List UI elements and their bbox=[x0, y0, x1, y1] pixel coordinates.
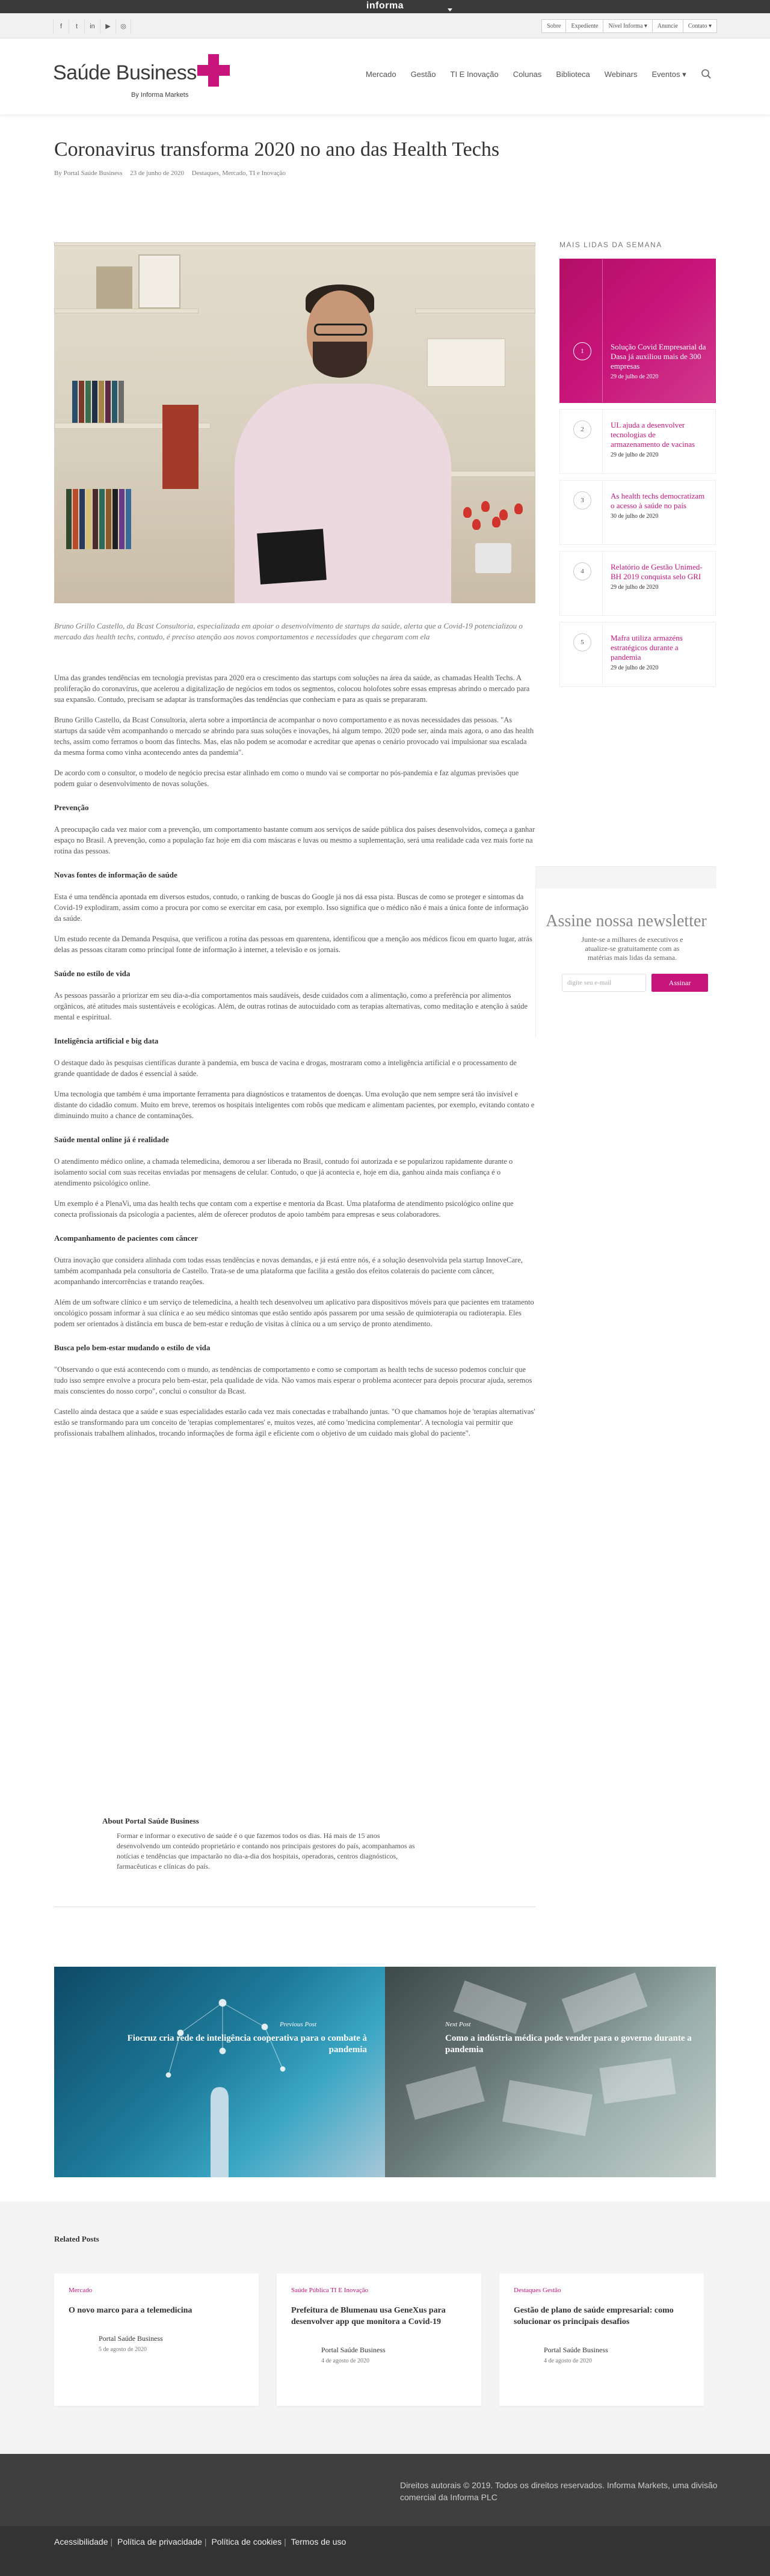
rank-badge: 3 bbox=[573, 491, 591, 509]
sub-footer bbox=[0, 2526, 770, 2576]
logo-subtitle: By Informa Markets bbox=[131, 91, 189, 99]
related-post-category[interactable]: Mercado bbox=[69, 2287, 93, 2294]
most-read-item[interactable] bbox=[559, 480, 716, 545]
paragraph: Castello ainda destaca que a saúde e suas especialidades estarão cada vez mais conectadas e trabalhando juntas. "O que chamamos hoje de 'terapias alternativas' estão se transformando para um conceito de 'terapias complementares' e, muitos vezes, até como 'medicina complementar'. A tecnologia vai permitir que profissionais trabalhem alinhados, trocando informações de forma ágil e eficiente com o objetivo de um cuidado mais global do paciente". bbox=[54, 1407, 535, 1437]
held-book bbox=[257, 529, 327, 584]
paragraph: Além de um software clínico e um serviço de telemedicina, a health tech desenvolveu um aplicativo para dispositivos móveis para que pacientes em tratamento oncológico possam informar à sua clínica e ao seu médico sintomas que estão sentido após passarem por uma sessão de quimioterapia ou radioterapia. Eles podem ser orientados à distância em busca de bem-estar e redução de visitas à clínica ou a um serviço de pronto atendimento. bbox=[54, 1298, 534, 1328]
most-read-date: 29 de julho de 2020 bbox=[611, 584, 659, 591]
most-read-date: 29 de julho de 2020 bbox=[611, 665, 659, 671]
article-body bbox=[54, 672, 535, 1448]
linkedin-icon[interactable]: in bbox=[84, 19, 100, 34]
newsletter-title: Assine nossa newsletter bbox=[546, 912, 707, 930]
most-read-date: 30 de julho de 2020 bbox=[611, 513, 659, 520]
divider bbox=[602, 481, 603, 544]
rank-badge: 5 bbox=[573, 633, 591, 651]
util-link-sobre[interactable]: Sobre bbox=[541, 19, 566, 33]
related-post-title[interactable]: Prefeitura de Blumenau usa GeneXus para desenvolver app que monitora a Covid-19 bbox=[291, 2306, 446, 2326]
instagram-icon[interactable]: ◎ bbox=[116, 19, 131, 34]
nav-biblioteca[interactable]: Biblioteca bbox=[556, 70, 590, 79]
photo-frame bbox=[96, 266, 132, 309]
section-heading: Acompanhamento de pacientes com câncer bbox=[54, 1234, 199, 1243]
related-post-card[interactable] bbox=[54, 2273, 259, 2406]
photo-frame bbox=[427, 339, 505, 387]
section-heading: Inteligência artificial e big data bbox=[54, 1036, 159, 1045]
photo-frame bbox=[138, 254, 180, 309]
most-read-date: 29 de julho de 2020 bbox=[611, 373, 659, 380]
related-post-author[interactable]: Portal Saúde Business bbox=[544, 2346, 608, 2354]
related-post-date: 5 de agosto de 2020 bbox=[99, 2346, 147, 2353]
book-box bbox=[162, 405, 199, 489]
newsletter-email-input[interactable]: digite seu e-mail bbox=[562, 974, 646, 992]
paragraph: Um estudo recente da Demanda Pesquisa, que verificou a rotina das pessoas em quarentena, identificou que a menção aos médicos ficou em quarto lugar, atrás delas as pessoas citaram como principal fonte de informação à internet, a televisão e os jornais. bbox=[54, 935, 532, 954]
newsletter-description: Junte-se a milhares de executivos e atualize-se gratuitamente com as matérias mais lidas da semana. bbox=[581, 935, 683, 962]
related-post-category[interactable]: Saúde Pública TI E Inovação bbox=[291, 2287, 369, 2294]
newsletter-subscribe-button[interactable]: Assinar bbox=[651, 974, 708, 992]
books bbox=[66, 489, 132, 549]
main-nav bbox=[366, 70, 701, 79]
author-description: Formar e informar o executivo de saúde é o que fazemos todos os dias. Há mais de 15 anos desenvolvendo um conteúdo proprietário e contando nos principais gestores do país, acompanhamos as notícias e tendências que impactarão no dia-a-dia dos hospitais, operadoras, centros diagnósticos, farmacêuticas e clínicas do país. bbox=[117, 1831, 415, 1871]
twitter-icon[interactable]: t bbox=[69, 19, 84, 34]
util-link-anuncie[interactable]: Anuncie bbox=[652, 19, 683, 33]
paragraph: As pessoas passarão a priorizar em seu dia-a-dia comportamentos mais saudáveis, desde cuidados com a alimentação, como a preferência por alimentos orgânicos, até atitudes mais sustentáveis e ecológicas. Além, de outras rotinas de autocuidado com as terapias alternativas, como meditação e atenção à saúde mental e espiritual. bbox=[54, 991, 528, 1021]
most-read-title[interactable]: Solução Covid Empresarial da Dasa já auxiliou mais de 300 empresas bbox=[611, 342, 706, 370]
related-post-title[interactable]: Gestão de plano de saúde empresarial: como solucionar os principais desafios bbox=[514, 2306, 674, 2326]
related-posts bbox=[0, 2201, 770, 2454]
next-post-label: Next Post bbox=[445, 2021, 471, 2028]
person-beard bbox=[313, 342, 367, 378]
divider bbox=[602, 259, 603, 402]
rank-badge: 2 bbox=[573, 420, 591, 438]
paragraph: Esta é uma tendência apontada em diversos estudos, contudo, o ranking de buscas do Google já nos dá essa pista. Buscas de como se proteger e sintomas da Covid-19 explodiram, assim como a procura por como se exercitar em casa, por exemplo. Isso significa que o médico não é mais a única fonte de informação da saúde. bbox=[54, 893, 529, 923]
nav-mercado[interactable]: Mercado bbox=[366, 70, 396, 79]
paragraph: Um exemplo é a PlenaVi, uma das health techs que contam com a expertise e mentoria da Bcast. Uma plataforma de atendimento psicológico online que conecta profissionais da psicologia a pacientes, além de oferecer produtos de apoio também para empresas e seus colaboradores. bbox=[54, 1199, 514, 1219]
separator: | bbox=[284, 2537, 286, 2547]
util-link-nivel-informa[interactable]: Nível Informa ▾ bbox=[603, 19, 652, 33]
next-post-title[interactable]: Como a indústria médica pode vender para o governo durante a pandemia bbox=[445, 2033, 692, 2055]
related-post-card[interactable] bbox=[277, 2273, 481, 2406]
paragraph: O destaque dado às pesquisas científicas durante à pandemia, em busca de vacina e drogas, mostraram como a inteligência artificial e o processamento de grande quantidade de dados é essencial à saúde. bbox=[54, 1059, 517, 1078]
author-box bbox=[102, 1816, 415, 1872]
article-categories[interactable]: Destaques, Mercado, TI e Inovação bbox=[191, 170, 286, 177]
section-heading: Prevenção bbox=[54, 803, 89, 812]
section-heading: Saúde no estilo de vida bbox=[54, 969, 131, 978]
related-post-card[interactable] bbox=[499, 2273, 704, 2406]
divider bbox=[602, 552, 603, 615]
section-heading: Novas fontes de informação de saúde bbox=[54, 870, 177, 879]
footer-links bbox=[54, 2537, 348, 2547]
next-post-card[interactable] bbox=[385, 1967, 716, 2177]
most-read-item[interactable] bbox=[559, 409, 716, 474]
nav-ti-inovacao[interactable]: TI E Inovação bbox=[450, 70, 499, 79]
most-read-item[interactable] bbox=[559, 551, 716, 616]
shelf bbox=[54, 309, 199, 313]
informa-bar bbox=[0, 0, 770, 13]
paragraph: Uma tecnologia que também é uma importante ferramenta para diagnósticos e tratamentos de doenças. Uma evolução que nem sempre será tão invisível e distante do cidadão comum. Muito em breve, teremos os hospitais inteligentes com robôs que medicam e alimentam pacientes, por exemplo, evitando contato e diminuindo muito a chance de contaminações. bbox=[54, 1090, 535, 1120]
chevron-down-icon[interactable] bbox=[448, 8, 452, 11]
most-read-title[interactable]: Mafra utiliza armazéns estratégicos durante a pandemia bbox=[611, 633, 683, 662]
util-link-expediente[interactable]: Expediente bbox=[565, 19, 603, 33]
most-read-title[interactable]: Relatório de Gestão Unimed-BH 2019 conquista selo GRI bbox=[611, 562, 703, 581]
shelf bbox=[54, 242, 535, 246]
search-icon[interactable] bbox=[701, 69, 712, 79]
article-author[interactable]: By Portal Saúde Business bbox=[54, 170, 123, 177]
previous-post-title[interactable]: Fiocruz cria rede de inteligência cooperativa para o combate à pandemia bbox=[127, 2033, 367, 2055]
paragraph: De acordo com o consultor, o modelo de negócio precisa estar alinhado em como o mundo vai se comportar no pós-pandemia e faz algumas previsões que podem guiar o desenvolvimento de novas soluções. bbox=[54, 769, 519, 788]
nav-colunas[interactable]: Colunas bbox=[513, 70, 542, 79]
paragraph: Uma das grandes tendências em tecnologia previstas para 2020 era o crescimento das startups com soluções na área da saúde, as chamadas Health Techs. A proliferação do coronavírus, que acelerou a digitalização de negócios em todos os segmentos, colocou holofotes sobre essas empresas abrindo o mercado para sua expansão. Contudo, precisam se adaptar às transformações das tendências que conheciam e para as quais se prepararam. bbox=[54, 674, 530, 704]
related-posts-list bbox=[54, 2273, 704, 2406]
utility-links bbox=[542, 19, 717, 33]
utility-bar bbox=[0, 13, 770, 38]
newsletter-header-strip bbox=[536, 867, 716, 888]
article-date: 23 de junho de 2020 bbox=[130, 170, 184, 177]
paragraph: Bruno Grillo Castello, da Bcast Consultoria, alerta sobre a importância de acompanhar o novo comportamento e as novas necessidades das pessoas. "As startups da saúde vêm acompanhando o mercado se abrindo para suas soluções e inovações, há algum tempo. 2020 pode ser, ainda mais agora, o ano das health techs, assim como ferramos o boom das fintechs. Mas, elas não podem se acomodar e acreditar que apenas o cenário provocado vai impulsionar sua escalada da mesma forma como vinha acontecendo antes da pandemia". bbox=[54, 716, 534, 757]
previous-post-card[interactable] bbox=[54, 1967, 385, 2177]
rank-badge: 1 bbox=[573, 342, 591, 360]
informa-brand[interactable]: informa bbox=[366, 1, 404, 11]
footer-link-acessibilidade[interactable]: Acessibilidade bbox=[54, 2537, 108, 2547]
footer-link-privacidade[interactable]: Política de privacidade bbox=[117, 2537, 202, 2547]
newsletter-widget bbox=[535, 866, 716, 1037]
paragraph: "Observando o que está acontecendo com o mundo, as tendências de comportamento e como se comportam as health techs de sucesso podemos concluir que tudo isso sempre envolve a procura pelo bem-estar, pela qualidade de vida. Não vamos mais esperar o problema acontecer para depois procurar ajuda, seremos mais conscientes do nosso corpo", conclui o consultor da Bcast. bbox=[54, 1365, 532, 1395]
related-post-author[interactable]: Portal Saúde Business bbox=[321, 2346, 386, 2354]
related-post-date: 4 de agosto de 2020 bbox=[544, 2358, 592, 2364]
previous-post-label: Previous Post bbox=[280, 2021, 316, 2028]
footer-link-termos[interactable]: Termos de uso bbox=[291, 2537, 346, 2547]
related-post-title[interactable]: O novo marco para a telemedicina bbox=[69, 2306, 192, 2315]
rank-badge: 4 bbox=[573, 562, 591, 580]
books bbox=[72, 381, 125, 423]
nav-webinars[interactable]: Webinars bbox=[604, 70, 638, 79]
related-post-category[interactable]: Destaques Gestão bbox=[514, 2287, 561, 2294]
medical-supplies-image bbox=[385, 1967, 716, 2177]
nav-gestao[interactable]: Gestão bbox=[410, 70, 436, 79]
separator: | bbox=[204, 2537, 207, 2547]
divider bbox=[602, 410, 603, 473]
tulip-plant bbox=[457, 501, 529, 573]
most-read-date: 29 de julho de 2020 bbox=[611, 452, 659, 458]
logo-name: Saúde Business bbox=[53, 61, 197, 84]
section-heading: Busca pelo bem-estar mudando o estilo de vida bbox=[54, 1343, 211, 1352]
most-read-title[interactable]: As health techs democratizam o acesso à saúde no país bbox=[611, 491, 705, 510]
site-footer bbox=[0, 2454, 770, 2526]
article-hero-image bbox=[54, 242, 535, 603]
youtube-icon[interactable]: ▶ bbox=[100, 19, 116, 34]
logo-cross-icon bbox=[197, 54, 230, 87]
section-heading: Saúde mental online já é realidade bbox=[54, 1135, 169, 1144]
most-read-item[interactable] bbox=[559, 622, 716, 687]
site-header bbox=[0, 38, 770, 114]
article-title: Coronavirus transforma 2020 no ano das Health Techs bbox=[54, 138, 500, 161]
paragraph: O atendimento médico online, a chamada telemedicina, demorou a ser liberada no Brasil, contudo foi autorizada e se popularizou rapidamente durante o isolamento social com suas receitas enviadas por mensagens de celular. Contudo, o que já acontecia e, hoje em dia, ganhou ainda mais confiança é o atendimento psicológico online. bbox=[54, 1157, 513, 1187]
facebook-icon[interactable]: f bbox=[53, 19, 69, 34]
nav-eventos[interactable]: Eventos ▾ bbox=[651, 70, 686, 79]
post-navigation bbox=[54, 1967, 716, 2177]
hero-caption: Bruno Grillo Castello, da Bcast Consultoria, especializada em apoiar o desenvolvimento de startups da saúde, alerta que a Covid-19 potencializou o mercado das health techs, contudo, é preciso atenção aos novos comportamentos e necessidades que chegaram com ela bbox=[54, 621, 523, 641]
social-links bbox=[53, 19, 131, 34]
separator: | bbox=[110, 2537, 113, 2547]
divider bbox=[602, 622, 603, 686]
copyright-text: Direitos autorais © 2019. Todos os direitos reservados. Informa Markets, uma divisão comercial da Informa PLC bbox=[400, 2480, 718, 2502]
person-glasses bbox=[314, 324, 367, 336]
related-post-author[interactable]: Portal Saúde Business bbox=[99, 2334, 163, 2343]
author-name[interactable]: About Portal Saúde Business bbox=[102, 1816, 199, 1825]
util-link-contato[interactable]: Contato ▾ bbox=[683, 19, 717, 33]
footer-link-cookies[interactable]: Política de cookies bbox=[211, 2537, 282, 2547]
site-logo[interactable] bbox=[53, 61, 197, 99]
article-meta bbox=[54, 170, 535, 177]
most-read-item[interactable] bbox=[559, 259, 716, 403]
paragraph: A preocupação cada vez maior com a prevenção, um comportamento bastante comum aos serviços de saúde pública dos países desenvolvidos, começa a ganhar espaço no Brasil. A prevenção, como a população faz hoje em dia com máscaras e luvas ou mesmo a suplementação, será uma realidade cada vez mais forte na rotina das pessoas. bbox=[54, 825, 535, 855]
most-read-title[interactable]: UL ajuda a desenvolver tecnologias de armazenamento de vacinas bbox=[611, 420, 695, 449]
related-posts-heading: Related Posts bbox=[54, 2234, 99, 2243]
network-hand-image bbox=[144, 1979, 301, 2177]
sidebar-most-read bbox=[559, 241, 716, 693]
related-post-date: 4 de agosto de 2020 bbox=[321, 2358, 369, 2364]
article-header bbox=[54, 138, 535, 177]
shelf bbox=[415, 309, 535, 313]
sidebar-heading: MAIS LIDAS DA SEMANA bbox=[559, 241, 662, 249]
paragraph: Outra inovação que considera alinhada com todas essas tendências e novas demandas, e já está entre nós, é a solução desenvolvida pela startup InnoveCare, também acompanhada pela consultoria de Castello. Trata-se de uma plataforma que facilita a gestão dos efeitos colaterais do paciente com câncer, acompanhando intercorrências e tratando reações. bbox=[54, 1256, 523, 1286]
